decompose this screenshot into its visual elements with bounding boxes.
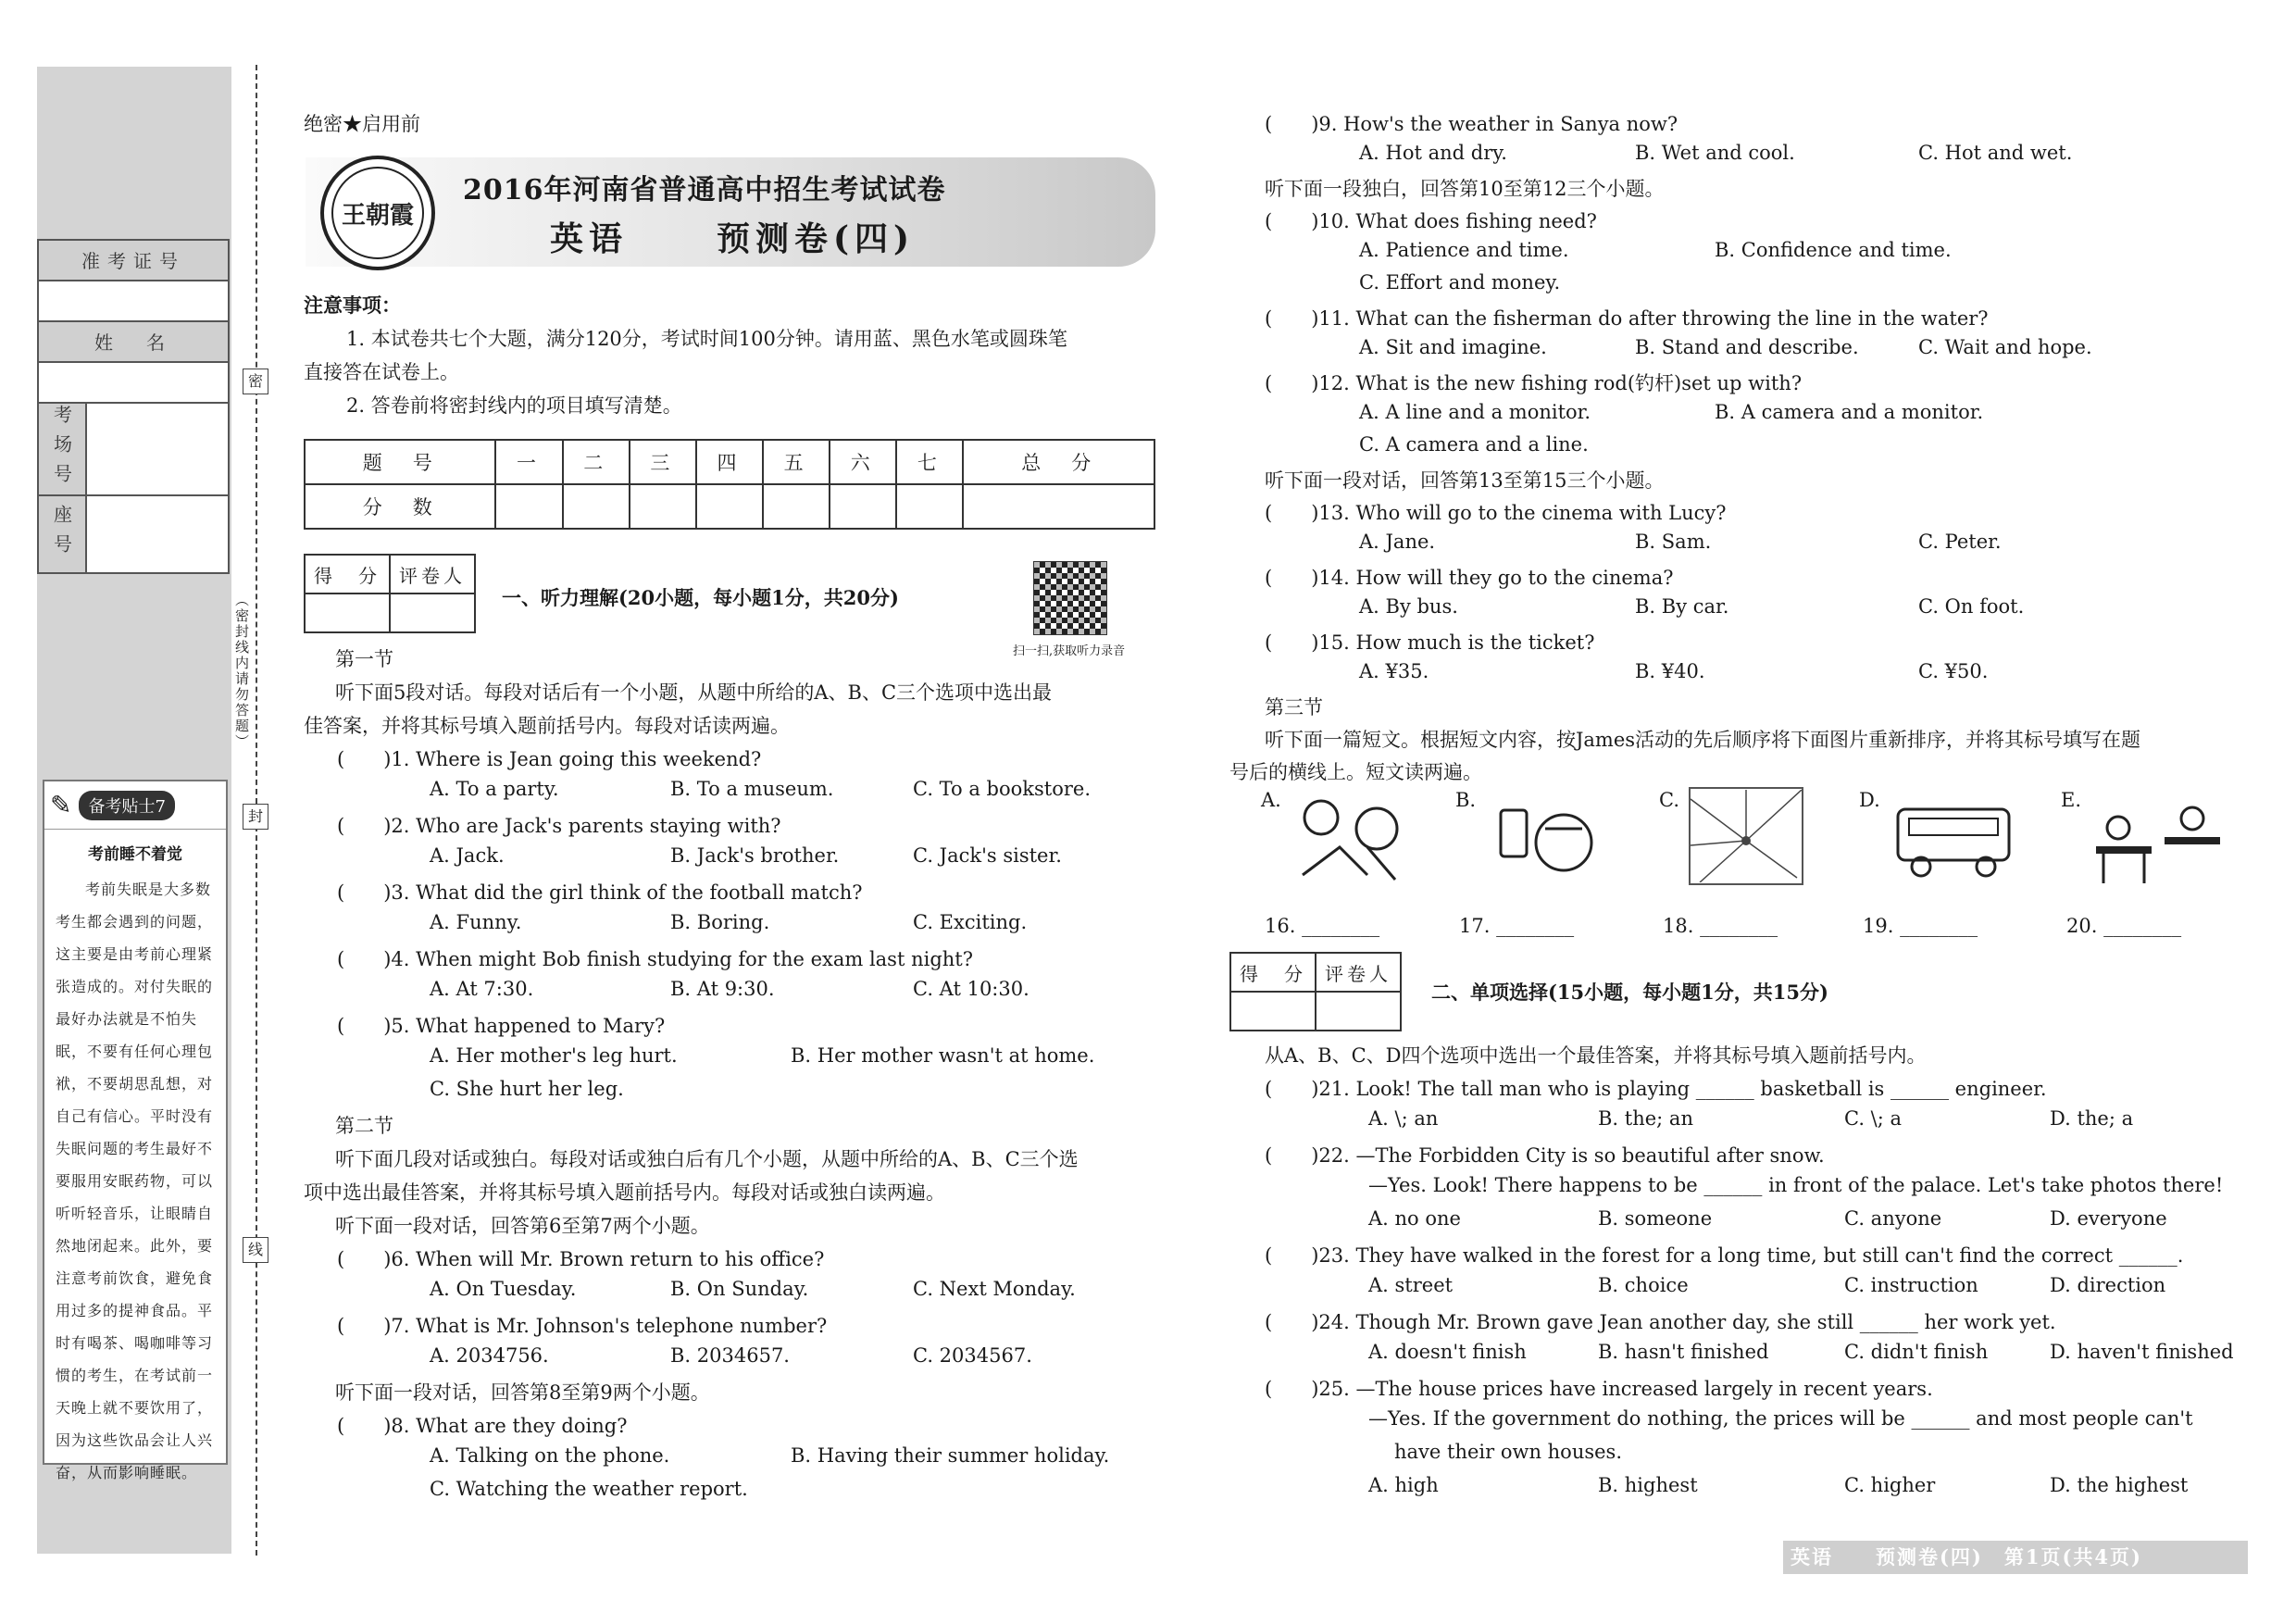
seal-mark-xian: 线 [243,1237,268,1263]
option-24d: D. haven't finished [2050,1341,2234,1363]
grader-name-cell[interactable] [390,594,475,632]
question-11: ( )11. What can the fisherman do after throwing the line in the water? [1265,307,1989,330]
part1-grader-table [304,554,476,633]
score-cell[interactable] [563,484,630,529]
option-13b: B. Sam. [1635,531,1712,553]
paper-title: 预测卷(四) [717,219,916,258]
option-5a: A. Her mother's leg hurt. [430,1044,678,1067]
score-cell[interactable] [630,484,696,529]
classroom-icon [2090,791,2224,887]
seat-label: 座号 [39,496,87,572]
score-cell[interactable] [963,484,1154,529]
option-14b: B. By car. [1635,595,1729,618]
score-header-cell: 三 [630,440,696,484]
option-7a: A. 2034756. [430,1344,549,1367]
score-header-cell: 五 [763,440,830,484]
question-15: ( )15. How much is the ticket? [1265,631,1595,654]
soccer-picture [1281,789,1416,891]
blank-16[interactable]: 16. ________ [1265,915,1380,937]
question-8: ( )8. What are they doing? [337,1415,628,1437]
blank-18[interactable]: 18. ________ [1663,915,1778,937]
pic-label-b: B. [1455,789,1477,811]
option-21d: D. the; a [2050,1107,2134,1130]
page-footer: 英语 预测卷(四) 第1页(共4页) [1783,1541,2248,1574]
option-25d: D. the highest [2050,1474,2189,1496]
option-1a: A. To a party. [430,778,559,800]
question-9: ( )9. How's the weather in Sanya now? [1265,113,1678,135]
option-23c: C. instruction [1844,1274,1978,1296]
soccer-icon [1284,792,1414,888]
grader-score-cell[interactable] [305,594,390,632]
question-7: ( )7. What is Mr. Johnson's telephone number? [337,1315,828,1337]
option-23b: B. choice [1598,1274,1689,1296]
score-header-cell: 二 [563,440,630,484]
part2-grader-table [1229,952,1402,1031]
grader-score-cell[interactable] [1230,992,1316,1031]
option-7c: C. 2034567. [913,1344,1032,1367]
option-24a: A. doesn't finish [1368,1341,1527,1363]
qr-code-icon[interactable] [1033,561,1107,635]
seal-note: （密封线内请勿答题） [233,593,250,750]
phone-picture [1487,789,1603,891]
option-3a: A. Funny. [430,911,522,933]
option-6c: C. Next Monday. [913,1278,1076,1300]
classroom-picture [2089,789,2226,889]
pic-label-a: A. [1261,789,1281,811]
part1-title: 一、听力理解(20小题，每小题1分，共20分) [502,586,899,609]
score-cell[interactable] [763,484,830,529]
question-25-line-3: have their own houses. [1394,1441,1623,1463]
score-header-cell: 一 [495,440,562,484]
option-22a: A. no one [1368,1207,1461,1230]
option-8a: A. Talking on the phone. [430,1444,670,1467]
score-cell[interactable] [830,484,896,529]
option-1b: B. To a museum. [670,778,834,800]
question-25-line-2: —Yes. If the government do nothing, the prices will be ______ and most people can't [1368,1407,2193,1430]
option-21a: A. \; an [1368,1107,1439,1130]
option-11a: A. Sit and imagine. [1359,336,1547,358]
option-15b: B. ¥40. [1635,660,1705,682]
option-23d: D. direction [2050,1274,2166,1296]
section-2-title: 第二节 [335,1115,393,1137]
question-12: ( )12. What is the new fishing rod(钓杆)set up with? [1265,372,1803,394]
option-10a: A. Patience and time. [1359,239,1569,261]
exam-number-field[interactable] [39,281,228,322]
section-1-title: 第一节 [335,648,393,670]
score-table [304,439,1155,530]
grader-score-label: 得 分 [305,555,390,594]
blank-17[interactable]: 17. ________ [1459,915,1575,937]
option-9c: C. Hot and wet. [1918,142,2073,164]
option-24c: C. didn't finish [1844,1341,1989,1363]
option-12b: B. A camera and a monitor. [1715,401,1984,423]
section-3-instr: 听下面一篇短文。根据短文内容，按James活动的先后顺序将下面图片重新排序，并将其标号填写在题 [1265,729,2141,751]
option-15c: C. ¥50. [1918,660,1989,682]
notes-title: 注意事项： [304,294,401,317]
blank-20[interactable]: 20. ________ [2066,915,2182,937]
tip-text: 考前失眠是大多数考生都会遇到的问题，这主要是由考前心理紧张造成的。对付失眠的最好办法就是不怕失眠，不要有任何心理包袱，不要胡思乱想，对自己有信心。平时没有失眠问题的考生最好不要服用安眠药物，可以听听轻音乐，让眼睛自然地闭起来。此外，要注意考前饮食，避免食用过多的提神食品。平时有喝茶、喝咖啡等习惯的考生，在考试前一天晚上就不要饮用了，因为这些饮品会让人兴奋，从而影响睡眠。 [56,881,214,1481]
question-3: ( )3. What did the girl think of the football match? [337,881,863,904]
grader-name-cell[interactable] [1316,992,1401,1031]
section-3-instr-2: 号后的横线上。短文读两遍。 [1229,761,1482,783]
option-21b: B. the; an [1598,1107,1693,1130]
seat-field[interactable] [87,496,228,572]
confidential-mark: 绝密★启用前 [304,113,420,135]
room-field[interactable] [87,404,228,494]
option-22b: B. someone [1598,1207,1713,1230]
logo-text: 王朝霞 [331,167,424,259]
name-label: 姓 名 [39,322,228,363]
section-2-instr: 听下面几段对话或独白。每段对话或独白后有几个小题，从题中所给的A、B、C三个选 [335,1148,1079,1170]
intro-10-12: 听下面一段独白，回答第10至第12三个小题。 [1265,178,1665,200]
option-11b: B. Stand and describe. [1635,336,1859,358]
question-13: ( )13. Who will go to the cinema with Lucy? [1265,502,1727,524]
option-3b: B. Boring. [670,911,770,933]
name-field[interactable] [39,363,228,404]
notes-line-2: 2. 答卷前将密封线内的项目填写清楚。 [346,394,682,417]
option-9a: A. Hot and dry. [1359,142,1507,164]
scholar-icon: ✎ [50,790,72,820]
option-8c: C. Watching the weather report. [430,1478,748,1500]
grader-name-label: 评卷人 [1316,953,1401,992]
score-cell[interactable] [495,484,562,529]
intro-13-15: 听下面一段对话，回答第13至第15三个小题。 [1265,469,1665,492]
option-15a: A. ¥35. [1359,660,1429,682]
question-22: ( )22. —The Forbidden City is so beautiful after snow. [1265,1144,1825,1167]
option-14a: A. By bus. [1359,595,1458,618]
question-24: ( )24. Though Mr. Brown gave Jean another day, she still ______ her work yet. [1265,1311,2056,1333]
option-24b: B. hasn't finished [1598,1341,1769,1363]
exam-tip-box [43,780,228,1481]
option-10c: C. Effort and money. [1359,271,1561,294]
option-9b: B. Wet and cool. [1635,142,1795,164]
score-row-label: 分 数 [305,484,495,529]
part2-title: 二、单项选择(15小题，每小题1分，共15分) [1431,981,1828,1004]
section-3-title: 第三节 [1265,696,1323,719]
option-8b: B. Having their summer holiday. [791,1444,1110,1467]
option-12c: C. A camera and a line. [1359,433,1589,456]
option-2c: C. Jack's sister. [913,844,1062,867]
option-14c: C. On foot. [1918,595,2025,618]
option-22c: C. anyone [1844,1207,1942,1230]
blank-19[interactable]: 19. ________ [1863,915,1978,937]
question-22-line-2: —Yes. Look! There happens to be ______ in front of the palace. Let's take photos there! [1368,1174,2224,1196]
option-4a: A. At 7:30. [430,978,534,1000]
option-5b: B. Her mother wasn't at home. [791,1044,1095,1067]
option-6a: A. On Tuesday. [430,1278,577,1300]
exam-number-label: 准考证号 [39,241,228,281]
score-cell[interactable] [896,484,963,529]
option-2b: B. Jack's brother. [670,844,840,867]
intro-8-9: 听下面一段对话，回答第8至第9两个小题。 [335,1381,710,1404]
notes-line-1: 1. 本试卷共七个大题，满分120分，考试时间100分钟。请用蓝、黑色水笔或圆珠笔 [346,328,1067,350]
seal-mark-mi: 密 [243,369,268,394]
broken-glass-icon [1691,790,1802,882]
tip-title: 考前睡不着觉 [88,845,182,864]
pic-label-c: C. [1659,789,1679,811]
candidate-info-box [37,239,230,574]
bus-picture [1887,789,2020,889]
option-6b: B. On Sunday. [670,1278,809,1300]
subject-title: 英语 [550,219,629,258]
option-4b: B. At 9:30. [670,978,775,1000]
intro-6-7: 听下面一段对话，回答第6至第7两个小题。 [335,1215,710,1237]
option-4c: C. At 10:30. [913,978,1029,1000]
score-header-cell: 总 分 [963,440,1154,484]
option-1c: C. To a bookstore. [913,778,1092,800]
tip-badge: 备考贴士7 [79,791,174,820]
option-25c: C. higher [1844,1474,1936,1496]
part2-instr: 从A、B、C、D四个选项中选出一个最佳答案，并将其标号填入题前括号内。 [1265,1044,1927,1067]
score-cell[interactable] [696,484,763,529]
option-25a: A. high [1368,1474,1439,1496]
room-label: 考场号 [39,404,87,494]
question-1: ( )1. Where is Jean going this weekend? [337,748,762,770]
option-13c: C. Peter. [1918,531,2002,553]
score-header-cell: 六 [830,440,896,484]
pic-label-e: E. [2061,789,2082,811]
question-25: ( )25. —The house prices have increased largely in recent years. [1265,1378,1933,1400]
qr-caption: 扫一扫,获取听力录音 [1013,644,1126,658]
question-2: ( )2. Who are Jack's parents staying with? [337,815,781,837]
bus-icon [1889,791,2018,887]
option-21c: C. \; a [1844,1107,1903,1130]
question-6: ( )6. When will Mr. Brown return to his office? [337,1248,825,1270]
option-13a: A. Jane. [1359,531,1436,553]
pic-label-d: D. [1859,789,1880,811]
option-12a: A. A line and a monitor. [1359,401,1591,423]
option-25b: B. highest [1598,1474,1698,1496]
section-1-instr: 听下面5段对话。每段对话后有一个小题，从题中所给的A、B、C三个选项中选出最 [335,681,1053,704]
broken-glass-picture [1689,787,1803,885]
exam-title: 2016年河南省普通高中招生考试试卷 [463,174,946,206]
section-1-instr-2: 佳答案，并将其标号填入题前括号内。每段对话读两遍。 [304,715,790,737]
question-5: ( )5. What happened to Mary? [337,1015,666,1037]
score-header-cell: 题 号 [305,440,495,484]
question-4: ( )4. When might Bob finish studying for the exam last night? [337,948,973,970]
option-23a: A. street [1368,1274,1454,1296]
option-11c: C. Wait and hope. [1918,336,2092,358]
notes-line-1b: 直接答在试卷上。 [304,361,459,383]
section-2-instr-2: 项中选出最佳答案，并将其标号填入题前括号内。每段对话或独白读两遍。 [304,1181,945,1204]
question-10: ( )10. What does fishing need? [1265,210,1597,232]
question-23: ( )23. They have walked in the forest for a long time, but still can't find the correct ______. [1265,1244,2184,1267]
option-7b: B. 2034657. [670,1344,790,1367]
question-14: ( )14. How will they go to the cinema? [1265,567,1674,589]
grader-score-label: 得 分 [1230,953,1316,992]
question-21: ( )21. Look! The tall man who is playing ______ basketball is ______ engineer. [1265,1078,2047,1100]
option-22d: D. everyone [2050,1207,2167,1230]
score-header-cell: 七 [896,440,963,484]
phone-icon [1490,792,1601,888]
option-2a: A. Jack. [430,844,505,867]
seal-mark-feng: 封 [243,804,268,830]
publisher-logo [320,156,435,270]
score-header-cell: 四 [696,440,763,484]
option-5c: C. She hurt her leg. [430,1078,624,1100]
option-3c: C. Exciting. [913,911,1028,933]
option-10b: B. Confidence and time. [1715,239,1952,261]
grader-name-label: 评卷人 [390,555,475,594]
